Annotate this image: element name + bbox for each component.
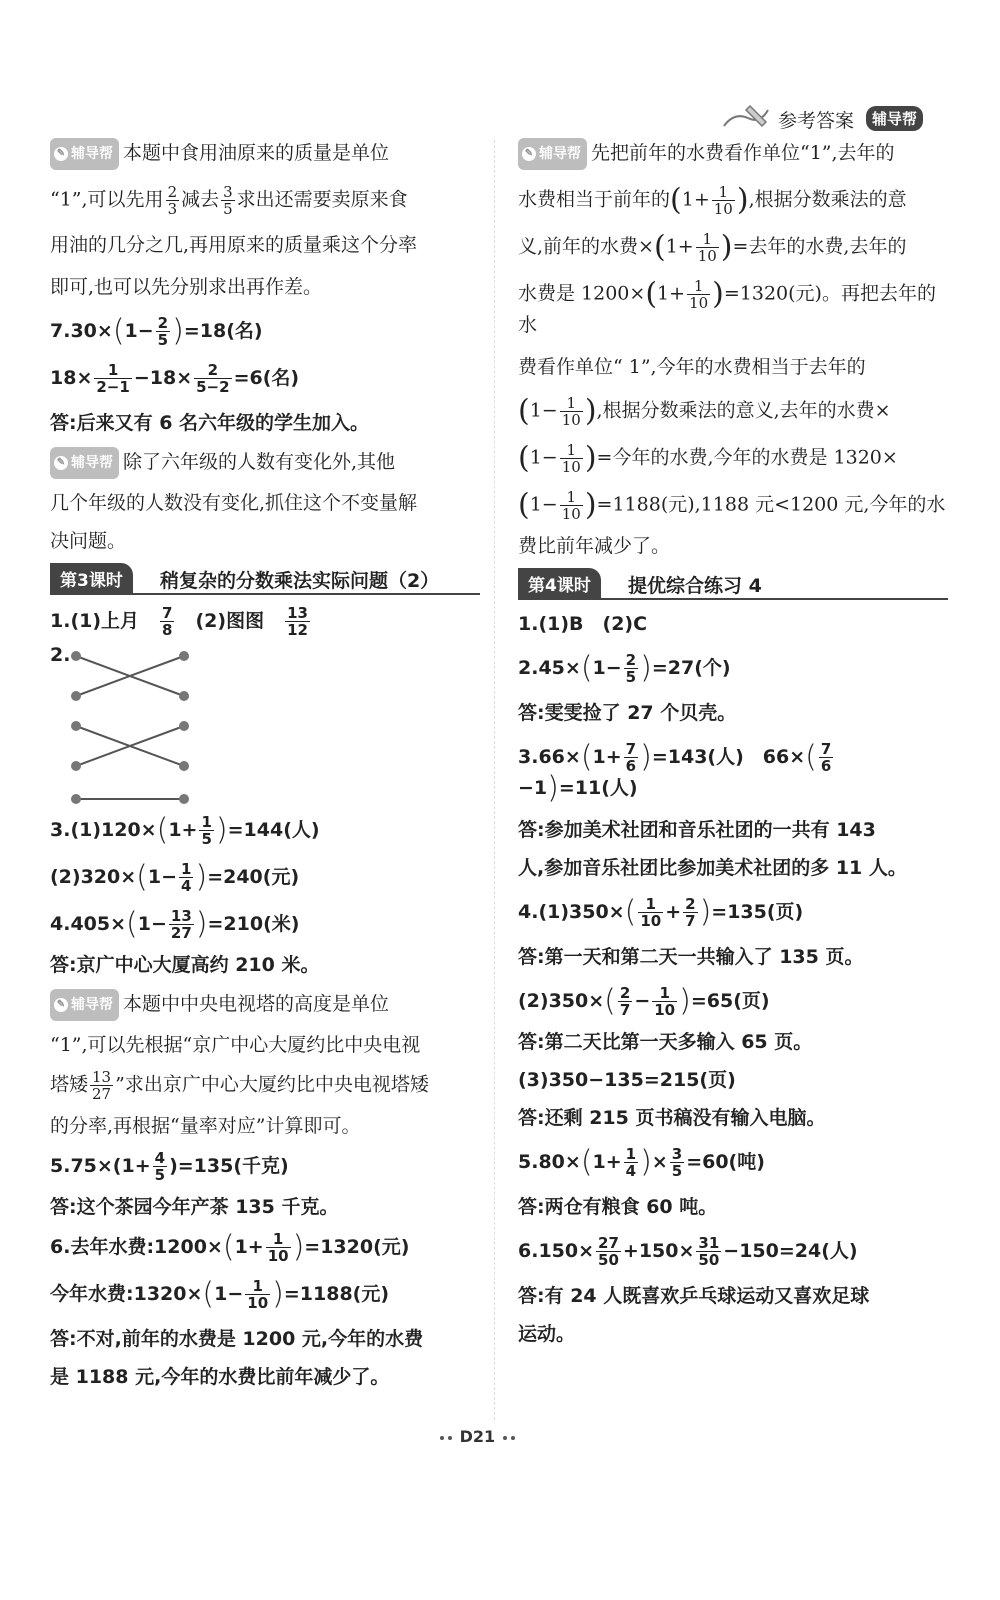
r-question-1: 1.(1)B (2)C bbox=[518, 613, 648, 635]
tip-block-water: ✎ 辅导帮 先把前年的水费看作单位“1”,去年的 水费相当于前年的(1+ $\frac{1}{10}$ ),根据分数乘法的意 义,前年的水费×(1+ $\frac{1}{10}$ )=去年的水费,去年的 水费是 1200×(1+ $\frac{1}{10}$ )=1320(元)。再把去年的水 费看作单位“ 1”,今年的水费相当于去年的 (1− $\frac{1}{10}$ ),根据分数乘法的意义,去年的水费× (1− $\frac{1}{10}$ )=今年的水费,今年的水费是 1320× (1− $\frac{1}{10}$ )=1188(元),1188 元<1200 元,今年的水 费比前年减少了。 bbox=[518, 138, 948, 560]
page-number: D21 bbox=[438, 1427, 517, 1446]
answer-header bbox=[720, 100, 960, 136]
r-question-2: 2.45×(1− $\frac{2}{5}$ )=27(个) 答:雯雯捡了 27 个贝壳。 bbox=[518, 650, 737, 724]
tip-icon: ✎ bbox=[54, 147, 68, 161]
question-1: 1.(1)上月 $\frac{7}{8}$ (2)图图 $\frac{13}{12}$ bbox=[50, 604, 308, 639]
question-4: 4.405×(1− $\frac{13}{27}$ )=210(米) 答:京广中心大厦高约 210 米。 bbox=[50, 906, 320, 976]
r-question-3: 3.66×(1+ $\frac{7}{6}$ )=143(人) 66×( $\frac{7}{6}$ −1)=11(人) 答:参加美术社团和音乐社团的一共有 143 人,参加音乐社团比参加美术社团的多 11 人。 bbox=[518, 739, 907, 879]
tip-icon: ✎ bbox=[522, 147, 536, 161]
column-divider bbox=[494, 140, 495, 1420]
lesson-4-heading: 第4课时 提优综合练习 4 bbox=[518, 568, 948, 600]
question-5: 5.75×(1+ $\frac{4}{5}$ )=135(千克) 答:这个茶园今年产茶 135 千克。 bbox=[50, 1149, 339, 1218]
question-3: 3.(1)120×(1+ $\frac{1}{5}$ )=144(人) (2)320×(1− $\frac{1}{4}$ )=240(元) bbox=[50, 812, 320, 895]
right-column bbox=[518, 138, 948, 1348]
question-6: 6.去年水费:1200×(1+ $\frac{1}{10}$ )=1320(元) 今年水费:1320×(1− $\frac{1}{10}$ )=1188(元) 答:不对,前年的水费是 1200 元,今年的水费 是 1188 元,今年的水费比前年减少了。 bbox=[50, 1229, 424, 1388]
r-question-5: 5.80×(1+ $\frac{1}{4}$ )× $\frac{3}{5}$ =60(吨) 答:两仓有粮食 60 吨。 bbox=[518, 1144, 765, 1218]
tip-block-2: ✎ 辅导帮 除了六年级的人数有变化外,其他 几个年级的人数没有变化,抓住这个不变量解 决问题。 bbox=[50, 447, 480, 555]
header-badge: 辅导帮 bbox=[866, 106, 923, 131]
tip-tag: ✎ 辅导帮 bbox=[50, 138, 119, 170]
question-2-matching: 2. bbox=[50, 644, 480, 814]
lesson-3-heading: 第3课时 稍复杂的分数乘法实际问题（2） bbox=[50, 563, 480, 595]
question-7: 7.30×(1− $\frac{2}{5}$ )=18(名) 18× $\frac{1}{2-1}$ −18× $\frac{2}{5-2}$ =6(名) 答:后来又有 6 名六年级的学生加入。 bbox=[50, 313, 370, 434]
tip-icon: ✎ bbox=[54, 456, 68, 470]
tip-block-1: ✎ 辅导帮 本题中食用油原来的质量是单位 “1”,可以先用 $\frac{2}{3}$ 减去 $\frac{3}{5}$ 求出还需要卖原来食 用油的几分之几,再用原来的质量乘这个分率 即可,也可以先分别求出再作差。 bbox=[50, 138, 480, 301]
header-title: 参考答案 bbox=[778, 110, 855, 132]
left-column bbox=[50, 138, 480, 1391]
tip-block-3: ✎ 辅导帮 本题中中央电视塔的高度是单位 “1”,可以先根据“京广中心大厦约比中央电视 塔矮 $\frac{13}{27}$ ”求出京广中心大厦约比中央电视塔矮 的分率,再根据“量率对应”计算即可。 bbox=[50, 989, 480, 1140]
matching-lines bbox=[70, 644, 230, 814]
tip-icon: ✎ bbox=[54, 998, 68, 1012]
r-question-4: 4.(1)350×( $\frac{1}{10}$ + $\frac{2}{7}$ )=135(页) 答:第一天和第二天一共输入了 135 页。 (2)350×( $\frac{2}{7}$ − $\frac{1}{10}$ )=65(页) 答:第二天比第一天多输入 65 页。 (3)350−135=215(页) 答:还剩 215 页书稿没有输入电脑。 bbox=[518, 894, 864, 1129]
r-question-6: 6.150× $\frac{27}{50}$ +150× $\frac{31}{50}$ −150=24(人) 答:有 24 人既喜欢乒乓球运动又喜欢足球 运动。 bbox=[518, 1234, 870, 1345]
pen-icon bbox=[720, 102, 772, 132]
